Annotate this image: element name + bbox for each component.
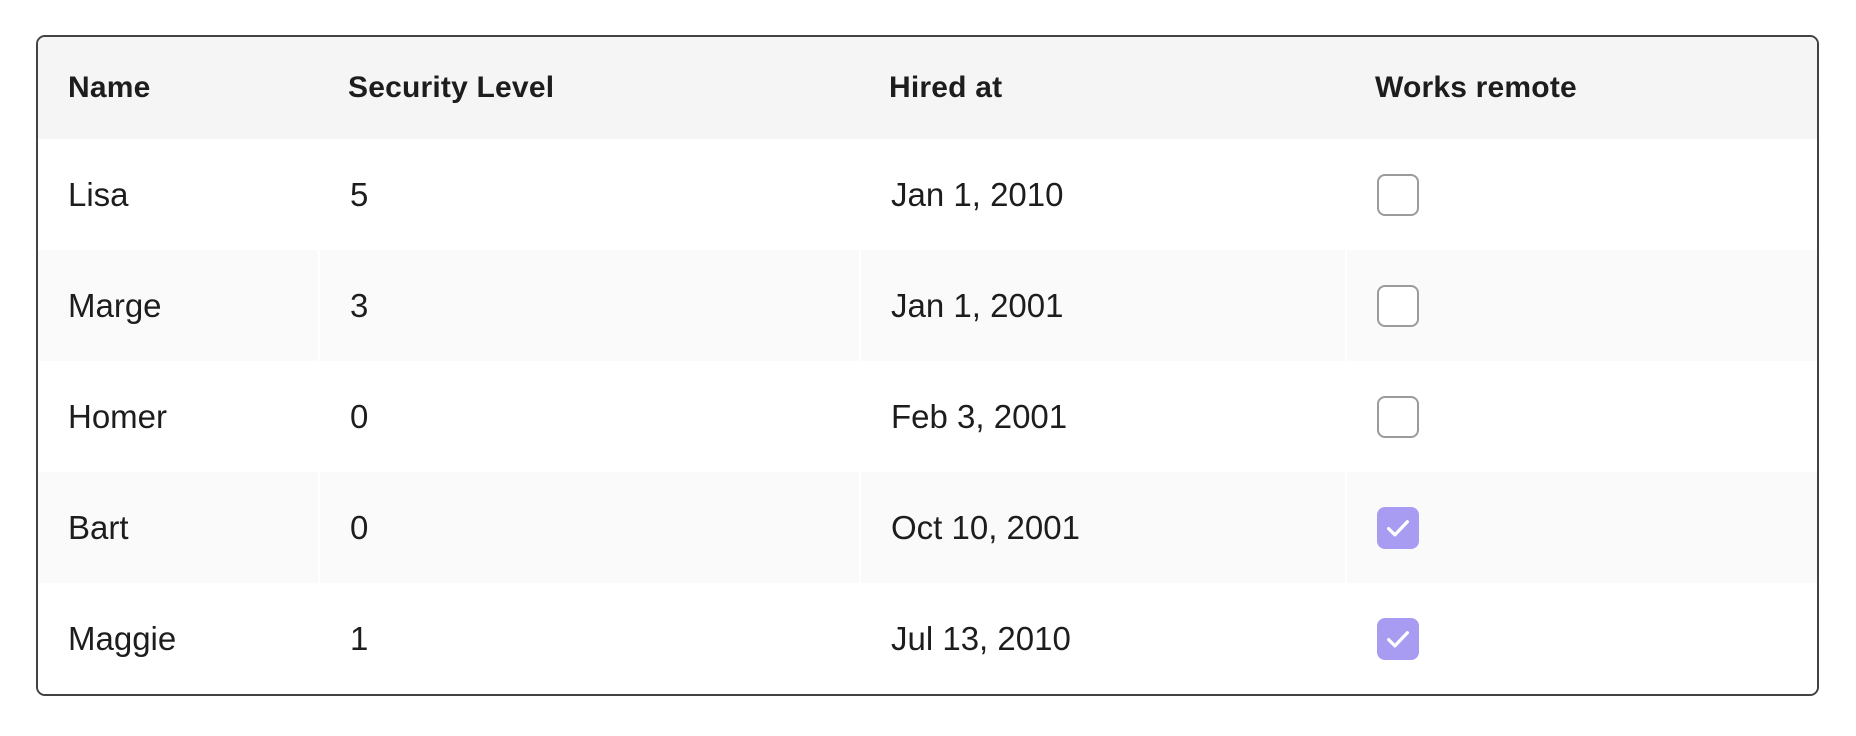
cell-works-remote: [1345, 361, 1817, 472]
column-header-name: Name: [38, 37, 318, 139]
cell-works-remote: [1345, 139, 1817, 250]
cell-security-level: 0: [318, 472, 859, 583]
cell-name: Homer: [38, 361, 318, 472]
table-row: [38, 583, 1817, 694]
works-remote-checkbox[interactable]: [1377, 396, 1419, 438]
column-header-hired-at: Hired at: [859, 37, 1345, 139]
column-header-security-level: Security Level: [318, 37, 859, 139]
cell-hired-at: Jan 1, 2010: [859, 139, 1345, 250]
cell-hired-at: Feb 3, 2001: [859, 361, 1345, 472]
cell-works-remote: [1345, 250, 1817, 361]
table-row: [38, 250, 1817, 361]
employees-table: [38, 37, 1817, 694]
cell-name: Maggie: [38, 583, 318, 694]
cell-security-level: 0: [318, 361, 859, 472]
table-header: [38, 37, 1817, 139]
cell-works-remote: [1345, 583, 1817, 694]
works-remote-checkbox[interactable]: [1377, 507, 1419, 549]
cell-hired-at: Oct 10, 2001: [859, 472, 1345, 583]
check-icon: [1383, 624, 1413, 654]
header-row: [38, 37, 1817, 139]
cell-name: Bart: [38, 472, 318, 583]
cell-hired-at: Jul 13, 2010: [859, 583, 1345, 694]
column-header-works-remote: Works remote: [1345, 37, 1817, 139]
works-remote-checkbox[interactable]: [1377, 285, 1419, 327]
table-body: [38, 139, 1817, 694]
works-remote-checkbox[interactable]: [1377, 174, 1419, 216]
cell-hired-at: Jan 1, 2001: [859, 250, 1345, 361]
cell-security-level: 1: [318, 583, 859, 694]
table-row: [38, 472, 1817, 583]
check-icon: [1383, 513, 1413, 543]
works-remote-checkbox[interactable]: [1377, 618, 1419, 660]
table-row: [38, 361, 1817, 472]
cell-name: Lisa: [38, 139, 318, 250]
cell-security-level: 3: [318, 250, 859, 361]
employees-table-card: [36, 35, 1819, 696]
cell-security-level: 5: [318, 139, 859, 250]
table-row: [38, 139, 1817, 250]
cell-works-remote: [1345, 472, 1817, 583]
cell-name: Marge: [38, 250, 318, 361]
